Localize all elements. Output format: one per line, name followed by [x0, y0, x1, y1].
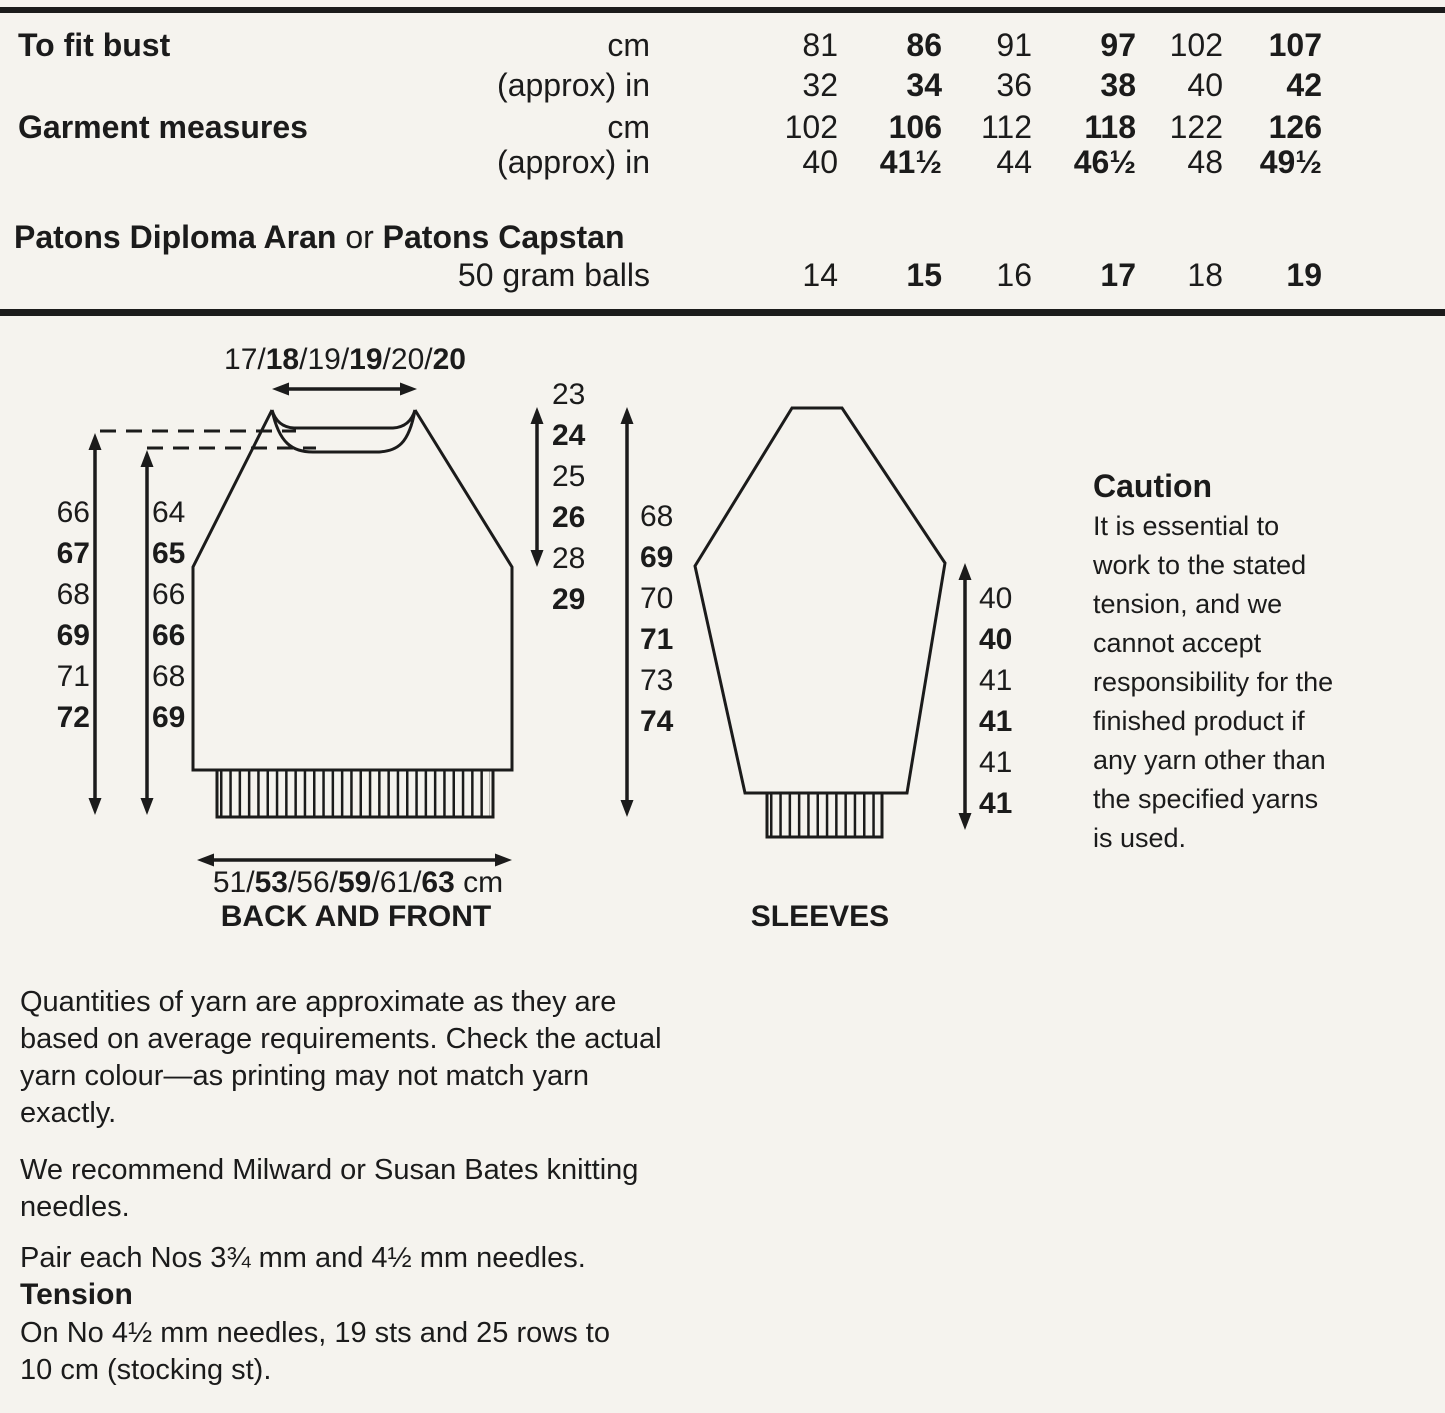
- note-line: yarn colour—as printing may not match yarn: [20, 1060, 589, 1092]
- label-part: 63: [421, 866, 455, 899]
- row-unit: (approx) in: [497, 144, 650, 180]
- measurement-value: 66: [152, 619, 186, 652]
- caution-title: Caution: [1093, 468, 1213, 504]
- note-line: based on average requirements. Check the actual: [20, 1023, 662, 1055]
- measurement-value: 41: [979, 746, 1013, 779]
- size-value: 40: [802, 144, 838, 180]
- yarn-brand-conjunction: or: [336, 219, 383, 255]
- arrowhead: [89, 433, 102, 450]
- note-line: We recommend Milward or Susan Bates knitting: [20, 1154, 639, 1186]
- measurement-value: 23: [552, 378, 586, 411]
- row-unit: cm: [607, 27, 650, 63]
- label-unit: cm: [454, 866, 504, 899]
- needles-recommendation-paragraph: [20, 1152, 638, 1226]
- measurement-value: 68: [640, 500, 674, 533]
- label-part: 53: [254, 866, 288, 899]
- arrowhead: [621, 800, 634, 817]
- size-value: 44: [996, 144, 1032, 180]
- size-value: 38: [1100, 67, 1136, 103]
- arrowhead: [197, 854, 214, 867]
- caution-line: tension, and we: [1093, 589, 1283, 619]
- sleeves-caption: SLEEVES: [750, 900, 890, 933]
- measurement-value: 69: [152, 701, 186, 734]
- size-value: 112: [980, 109, 1032, 145]
- caution-line: the specified yarns: [1093, 784, 1319, 814]
- sleeve-seam-column: [979, 578, 1012, 824]
- size-value: 41½: [879, 144, 942, 180]
- arrowhead: [531, 407, 544, 424]
- label-part: 19: [349, 343, 383, 376]
- size-value: 91: [996, 27, 1032, 63]
- measurement-value: 40: [979, 582, 1013, 615]
- row-unit: 50 gram balls: [457, 257, 650, 293]
- label-part: 18: [265, 343, 300, 376]
- measurement-value: 25: [552, 460, 586, 493]
- measurement-value: 68: [56, 578, 90, 611]
- body-outline: [193, 410, 512, 770]
- body-length-inner-column: [152, 492, 185, 738]
- size-value: 86: [906, 27, 942, 63]
- note-line: On No 4½ mm needles, 19 sts and 25 rows to: [20, 1317, 610, 1349]
- measurement-value: 71: [56, 660, 90, 693]
- yarn-quantities-paragraph: [20, 984, 662, 1132]
- arrowhead: [141, 450, 154, 467]
- measurement-value: 71: [640, 623, 674, 656]
- size-value: 46½: [1073, 144, 1136, 180]
- size-value: 42: [1286, 67, 1322, 103]
- measurement-value: 26: [552, 501, 586, 534]
- measurement-value: 66: [56, 496, 90, 529]
- sleeve-length-column: [640, 496, 673, 742]
- size-value: 107: [1268, 27, 1322, 63]
- size-value: 122: [1169, 109, 1223, 145]
- size-value: 102: [784, 109, 838, 145]
- note-line: 10 cm (stocking st).: [20, 1354, 272, 1386]
- measurement-value: 41: [979, 664, 1013, 697]
- label-part: 20: [432, 343, 466, 376]
- balls-value: 17: [1100, 257, 1136, 293]
- balls-value: 18: [1187, 257, 1223, 293]
- measurement-value: 41: [979, 705, 1013, 738]
- yarn-brand-1: Patons Diploma Aran: [14, 219, 337, 255]
- size-value: 34: [906, 67, 942, 103]
- tension-heading: Tension: [20, 1278, 133, 1311]
- caution-line: cannot accept: [1093, 628, 1262, 658]
- measurement-value: 67: [56, 537, 90, 570]
- caution-line: finished product if: [1093, 706, 1305, 736]
- balls-value: 14: [802, 257, 838, 293]
- measurement-value: 40: [979, 623, 1013, 656]
- label-part: /56/: [287, 866, 338, 899]
- note-line: exactly.: [20, 1097, 117, 1129]
- measurement-value: 66: [152, 578, 186, 611]
- neck-width-label: [194, 343, 496, 377]
- arrowhead: [495, 854, 512, 867]
- size-value: 49½: [1259, 144, 1322, 180]
- arrowhead: [959, 813, 972, 830]
- sleeve-schematic: [695, 408, 945, 837]
- measurement-value: 69: [56, 619, 90, 652]
- caution-line: work to the stated: [1093, 550, 1307, 580]
- label-part: 51/: [212, 866, 255, 899]
- size-value: 126: [1268, 109, 1322, 145]
- arrowhead: [621, 407, 634, 424]
- row-unit: cm: [607, 109, 650, 145]
- balls-value: 19: [1286, 257, 1322, 293]
- caution-line: is used.: [1093, 823, 1187, 853]
- size-value: 36: [996, 67, 1032, 103]
- needle-sizes-paragraph: [20, 1240, 586, 1277]
- measurement-value: 29: [552, 583, 586, 616]
- arrowhead: [89, 798, 102, 815]
- row-label: To fit bust: [18, 27, 171, 63]
- size-value: 81: [802, 27, 838, 63]
- label-part: /20/: [382, 343, 433, 376]
- size-value: 118: [1084, 109, 1136, 145]
- note-line: Pair each Nos 3¾ mm and 4½ mm needles.: [20, 1242, 586, 1274]
- back-neckline: [272, 410, 415, 428]
- measurement-value: 74: [640, 705, 674, 738]
- measurement-value: 68: [152, 660, 186, 693]
- arrowhead: [531, 550, 544, 567]
- caution-line: any yarn other than: [1093, 745, 1326, 775]
- tension-paragraph: [20, 1315, 610, 1389]
- arrowhead: [959, 563, 972, 580]
- caution-line: It is essential to: [1093, 511, 1280, 541]
- label-part: /19/: [299, 343, 350, 376]
- label-part: 59: [338, 866, 372, 899]
- measurement-value: 24: [552, 419, 586, 452]
- label-part: 17/: [224, 343, 266, 376]
- measurement-value: 72: [56, 701, 90, 734]
- note-line: Quantities of yarn are approximate as they are: [20, 986, 617, 1018]
- sleeve-outline: [695, 408, 945, 793]
- size-value: 102: [1169, 27, 1223, 63]
- arrowhead: [400, 383, 417, 396]
- balls-value: 16: [996, 257, 1032, 293]
- arrowhead: [272, 383, 289, 396]
- size-value: 48: [1187, 144, 1223, 180]
- balls-value: 15: [906, 257, 942, 293]
- measurement-value: 28: [552, 542, 586, 575]
- row-unit: (approx) in: [497, 67, 650, 103]
- size-value: 40: [1187, 67, 1223, 103]
- body-length-outer-column: [40, 492, 90, 738]
- note-line: needles.: [20, 1191, 130, 1223]
- measurement-value: 69: [640, 541, 674, 574]
- label-part: /61/: [371, 866, 422, 899]
- size-value: 106: [888, 109, 942, 145]
- back-front-caption: BACK AND FRONT: [220, 900, 492, 933]
- size-value: 97: [1100, 27, 1136, 63]
- hem-width-label: [202, 866, 514, 900]
- caution-line: responsibility for the: [1093, 667, 1334, 697]
- caution-note: [1093, 465, 1333, 858]
- measurement-value: 70: [640, 582, 674, 615]
- armhole-depth-column: [552, 374, 585, 620]
- back-front-schematic: [193, 410, 512, 817]
- arrowhead: [141, 798, 154, 815]
- size-value: 32: [802, 67, 838, 103]
- yarn-brand-2: Patons Capstan: [382, 219, 625, 255]
- row-label: Garment measures: [18, 109, 308, 145]
- measurement-value: 64: [152, 496, 186, 529]
- measurement-value: 41: [979, 787, 1013, 820]
- measurement-value: 65: [152, 537, 186, 570]
- measurement-value: 73: [640, 664, 674, 697]
